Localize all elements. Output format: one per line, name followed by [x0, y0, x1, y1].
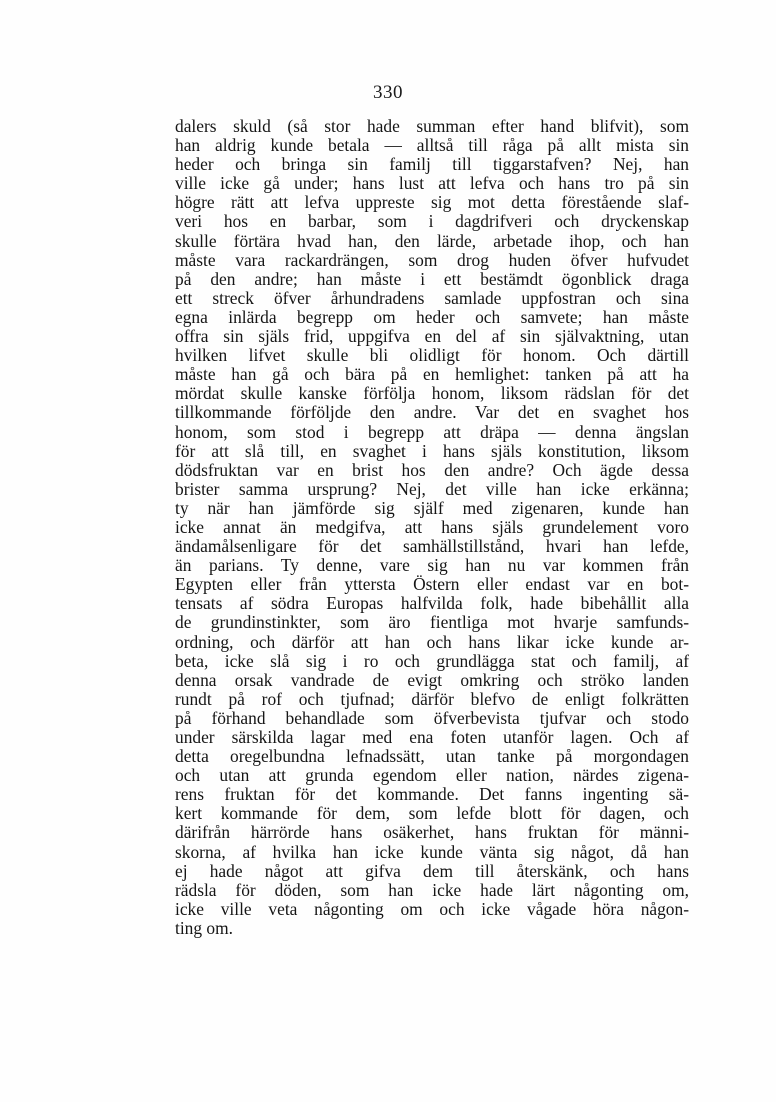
- text-line: ej hade något att gifva dem till återskänk, och hans: [175, 861, 689, 881]
- text-line: än parians. Ty denne, vare sig han nu var kommen från: [175, 556, 689, 576]
- text-line: ville icke gå under; hans lust att lefva och hans tro på sin: [175, 174, 689, 194]
- text-line: skorna, af hvilka han icke kunde vänta sig något, då han: [175, 842, 689, 862]
- text-line: ty när han jämförde sig själf med zigenaren, kunde han: [175, 498, 689, 518]
- text-line: kert kommande för dem, som lefde blott för dagen, och: [175, 804, 689, 824]
- text-line: måste han gå och bära på en hemlighet: tanken på att ha: [175, 365, 689, 385]
- text-line: därifrån härrörde hans osäkerhet, hans fruktan för männi-: [175, 823, 689, 843]
- text-line: egna inlärda begrepp om heder och samvete; han måste: [175, 307, 689, 327]
- text-line: brister samma ursprung? Nej, det ville han icke erkänna;: [175, 479, 689, 499]
- text-line: beta, icke slå sig i ro och grundlägga stat och familj, af: [175, 651, 689, 671]
- page-number: 330: [373, 82, 403, 103]
- text-line: han aldrig kunde betala — alltså till råga på allt mista sin: [175, 136, 689, 156]
- text-line: Egypten eller från yttersta Östern eller endast var en bot-: [175, 575, 689, 595]
- text-line: honom, som stod i begrepp att dräpa — denna ängslan: [175, 422, 689, 442]
- text-line: de grundinstinkter, som äro fientliga mot hvarje samfunds-: [175, 613, 689, 633]
- text-line: dalers skuld (så stor hade summan efter hand blifvit), som: [175, 117, 689, 136]
- text-line: för att slå till, en svaghet i hans själs konstitution, liksom: [175, 441, 689, 461]
- text-line: rundt på rof och tjufnad; därför blefvo de enligt folkrätten: [175, 689, 689, 709]
- text-line: tillkommande förföljde den andre. Var det en svaghet hos: [175, 403, 689, 423]
- text-line: på den andre; han måste i ett bestämdt ögonblick draga: [175, 269, 689, 289]
- text-line: måste vara rackardrängen, som drog huden öfver hufvudet: [175, 250, 689, 270]
- text-line: tensats af södra Europas halfvilda folk, hade bibehållit alla: [175, 594, 689, 614]
- text-line: icke annat än medgifva, att hans själs grundelement voro: [175, 517, 689, 537]
- text-line: ordning, och därför att han och hans likar icke kunde ar-: [175, 632, 689, 652]
- text-line: icke ville veta någonting om och icke vågade höra någon-: [175, 899, 689, 919]
- text-line: dödsfruktan var en brist hos den andre? Och ägde dessa: [175, 460, 689, 480]
- text-line: ett streck öfver århundradens samlade uppfostran och sina: [175, 288, 689, 308]
- text-line: hvilken lifvet skulle bli olidligt för honom. Och därtill: [175, 346, 689, 366]
- text-line: på förhand behandlade som öfverbevista tjufvar och stodo: [175, 708, 689, 728]
- text-line: rens fruktan för det kommande. Det fanns ingenting sä-: [175, 785, 689, 805]
- text-line: ändamålsenligare för det samhällstillstånd, hvari han lefde,: [175, 537, 689, 557]
- text-line: ting om.: [175, 918, 233, 938]
- text-line: detta oregelbundna lefnadssätt, utan tanke på morgondagen: [175, 747, 689, 767]
- text-line: denna orsak vandrade de evigt omkring och ströko landen: [175, 670, 689, 690]
- text-line: skulle förtära hvad han, den lärde, arbetade ihop, och han: [175, 231, 689, 251]
- text-line: under särskilda lagar med ena foten utanför lagen. Och af: [175, 728, 689, 747]
- text-line: och utan att grunda egendom eller nation, närdes zigena-: [175, 766, 689, 786]
- text-line: rädsla för döden, som han icke hade lärt någonting om,: [175, 880, 689, 900]
- body-text: [175, 117, 689, 938]
- text-line: heder och bringa sin familj till tiggarstafven? Nej, han: [175, 155, 689, 175]
- text-line: högre rätt att lefva uppreste sig mot detta förestående slaf-: [175, 193, 689, 213]
- text-line: mördat skulle kanske förfölja honom, liksom rädslan för det: [175, 384, 689, 404]
- text-line: offra sin själs frid, uppgifva en del af sin självaktning, utan: [175, 327, 689, 347]
- text-line: veri hos en barbar, som i dagdrifveri och dryckenskap: [175, 212, 689, 232]
